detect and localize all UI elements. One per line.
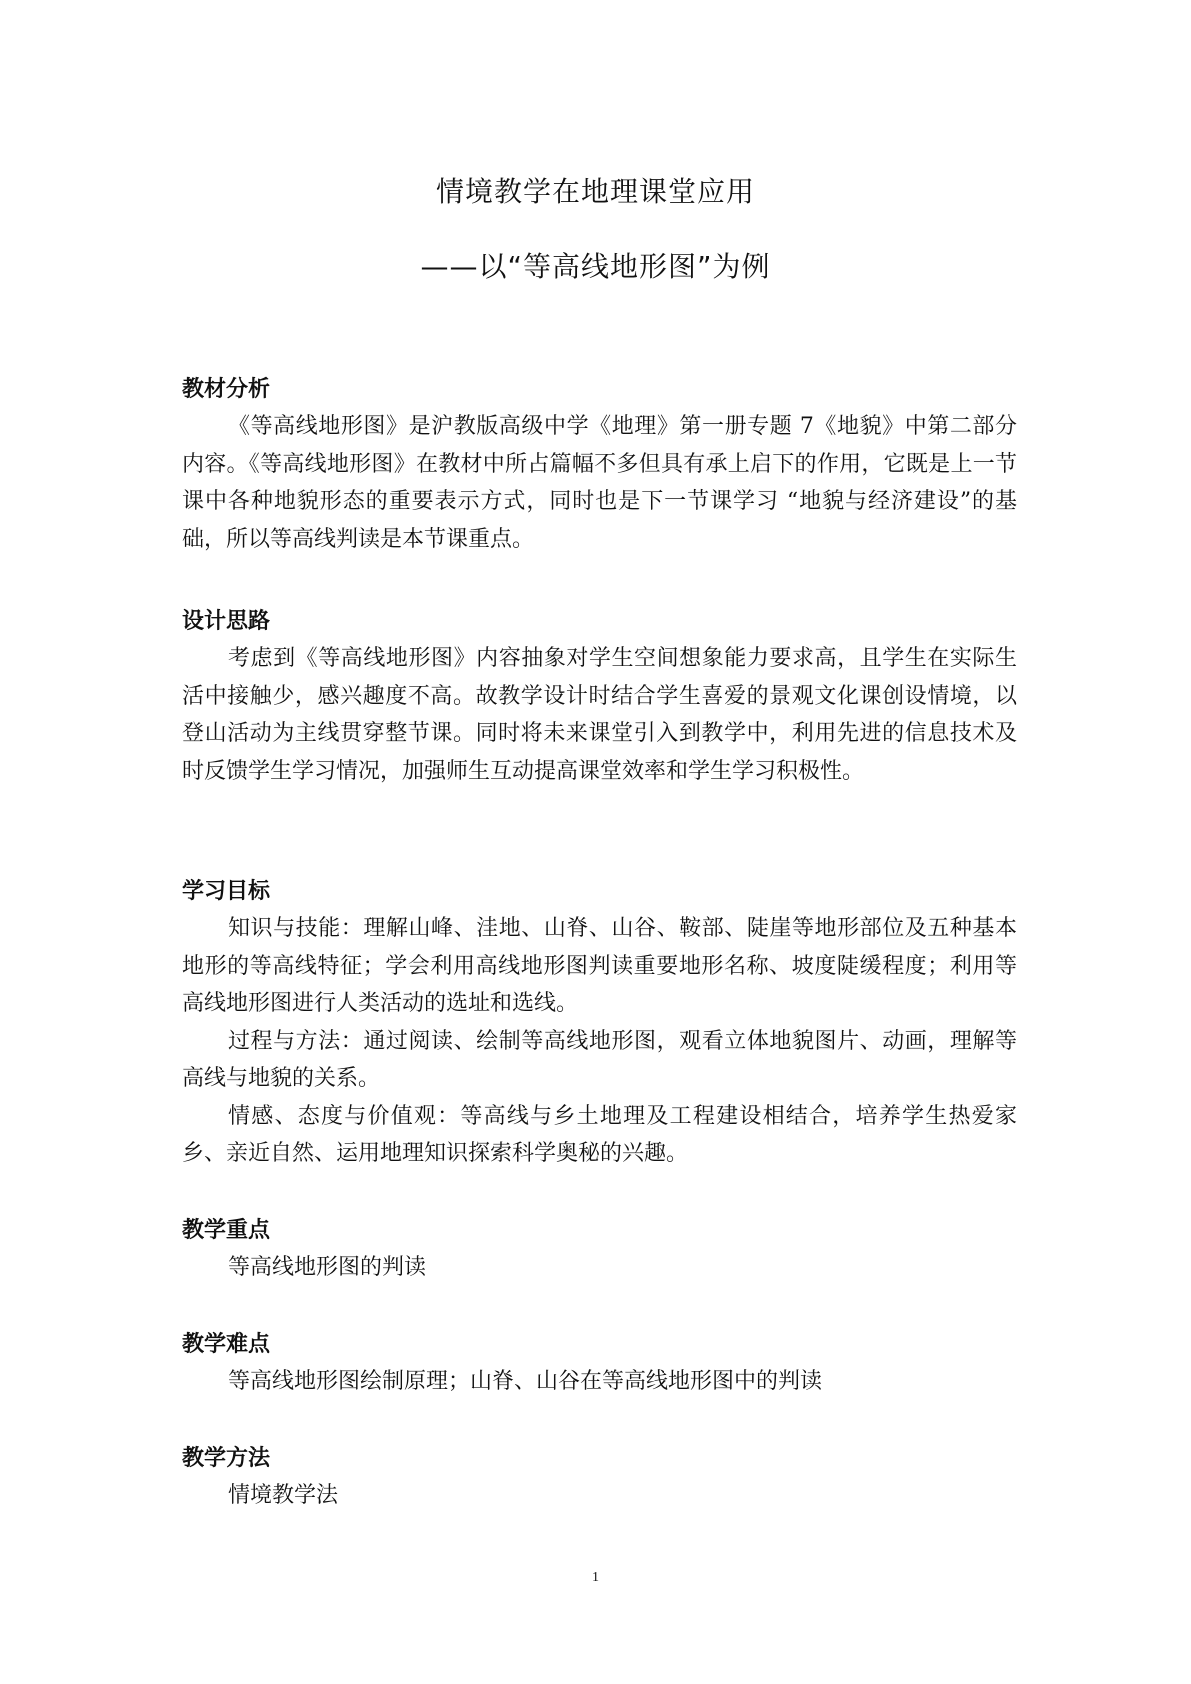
section-paragraph: 情境教学法 [228,1483,339,1508]
section-paragraph: 情感、态度与价值观：等高线与乡土地理及工程建设相结合，培养学生热爱家乡、亲近自然、运用地理知识探索科学奥秘的兴趣。 [182,1103,1017,1166]
document-title: 情境教学在地理课堂应用 [435,175,755,208]
section-textbook-analysis [182,372,1017,558]
section-difficulty [182,1327,1017,1401]
section-design-idea [182,604,1017,790]
section-key-point [182,1213,1017,1287]
section-heading: 教学方法 [182,1446,271,1471]
section-paragraph: 知识与技能：理解山峰、洼地、山脊、山谷、鞍部、陡崖等地形部位及五种基本地形的等高线特征；学会利用高线地形图判读重要地形名称、坡度陡缓程度；利用等高线地形图进行人类活动的选址和选线。 [182,916,1017,1016]
section-heading: 设计思路 [182,609,271,634]
section-paragraph: 考虑到《等高线地形图》内容抽象对学生空间想象能力要求高，且学生在实际生活中接触少，感兴趣度不高。故教学设计时结合学生喜爱的景观文化课创设情境，以登山活动为主线贯穿整节课。同时将未来课堂引入到教学中，利用先进的信息技术及时反馈学生学习情况，加强师生互动提高课堂效率和学生学习积极性。 [182,646,1017,784]
section-heading: 教材分析 [182,377,271,402]
section-paragraph: 等高线地形图的判读 [228,1255,427,1280]
section-learning-goals [182,874,1017,1173]
section-paragraph: 《等高线地形图》是沪教版高级中学《地理》第一册专题 7《地貌》中第二部分内容。《等高线地形图》在教材中所占篇幅不多但具有承上启下的作用，它既是上一节课中各种地貌形态的重要表示方式，同时也是下一节课学习 “地貌与经济建设”的基础，所以等高线判读是本节课重点。 [182,414,1017,552]
section-paragraph: 等高线地形图绘制原理；山脊、山谷在等高线地形图中的判读 [228,1369,823,1394]
document-subtitle: ——以“等高线地形图”为例 [420,250,771,283]
section-teaching-method [182,1441,1017,1515]
section-heading: 学习目标 [182,879,271,904]
section-heading: 教学重点 [182,1218,271,1243]
page-number: 1 [592,1570,599,1585]
section-paragraph: 过程与方法：通过阅读、绘制等高线地形图，观看立体地貌图片、动画，理解等高线与地貌的关系。 [182,1028,1017,1091]
section-heading: 教学难点 [182,1332,271,1357]
